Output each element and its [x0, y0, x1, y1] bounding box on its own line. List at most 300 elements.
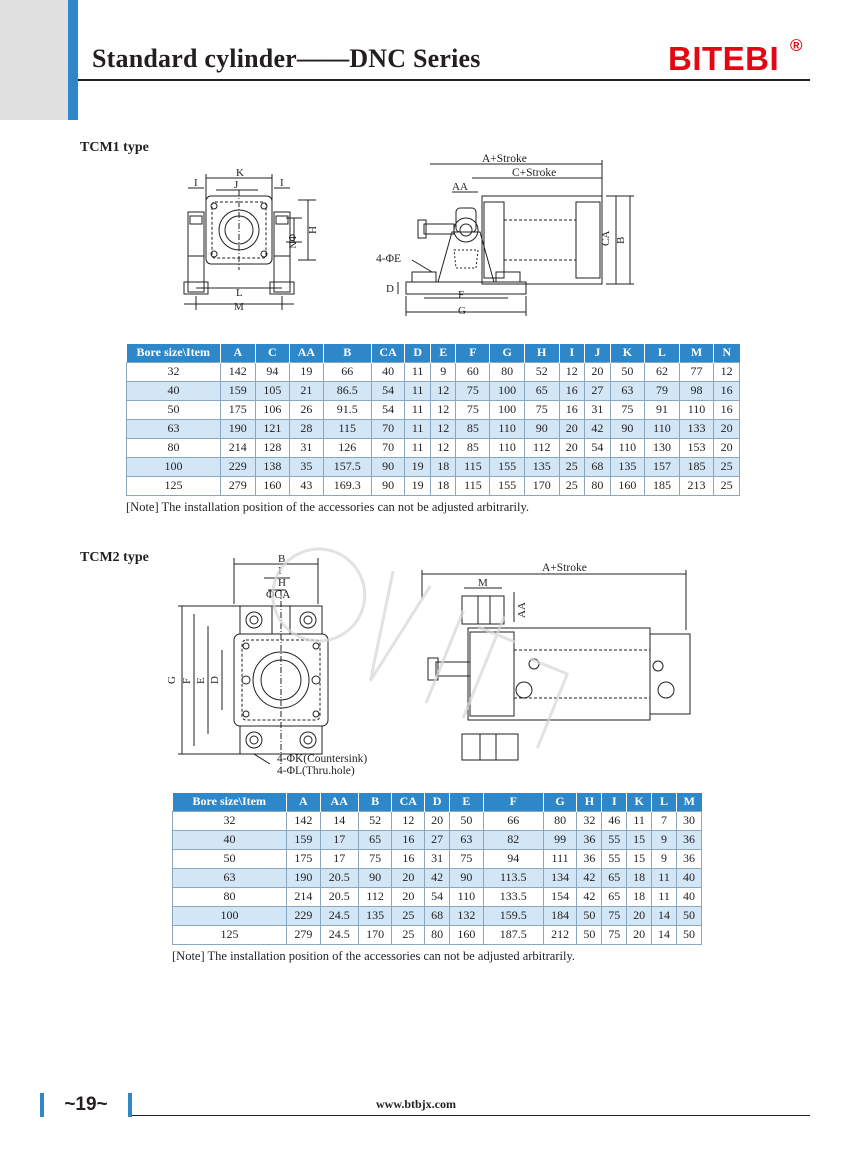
bore-size-cell: 63 [173, 868, 287, 887]
table-cell: 9 [652, 830, 677, 849]
tcm2-header-cell: M [677, 793, 702, 811]
table-cell: 70 [371, 419, 405, 438]
table-cell: 50 [450, 811, 484, 830]
table-cell: 126 [323, 438, 371, 457]
dim-G: G [166, 676, 178, 684]
table-cell: 91.5 [323, 400, 371, 419]
footer-url: www.btbjx.com [376, 1097, 456, 1111]
table-cell: 80 [543, 811, 577, 830]
dim-D: D [209, 676, 221, 684]
table-cell: 135 [610, 457, 645, 476]
table-cell: 20.5 [320, 887, 358, 906]
tcm1-header-cell: E [430, 344, 456, 362]
table-cell: 7 [652, 811, 677, 830]
table-cell: 121 [255, 419, 290, 438]
table-cell: 60 [456, 362, 490, 381]
table-cell: 212 [543, 925, 577, 944]
table-cell: 27 [425, 830, 450, 849]
table-cell: 75 [456, 400, 490, 419]
bore-size-cell: 50 [127, 400, 221, 419]
table-cell: 159 [287, 830, 321, 849]
table-cell: 16 [559, 400, 585, 419]
table-cell: 90 [524, 419, 559, 438]
tcm1-header-cell: A [221, 344, 256, 362]
table-cell: 157 [645, 457, 680, 476]
dim-AA: AA [516, 602, 528, 618]
table-cell: 75 [602, 925, 627, 944]
table-cell: 75 [610, 400, 645, 419]
tcm2-header-cell: H [577, 793, 602, 811]
table-cell: 40 [371, 362, 405, 381]
table-cell: 63 [610, 381, 645, 400]
table-cell: 9 [430, 362, 456, 381]
table-cell: 12 [430, 438, 456, 457]
table-cell: 105 [255, 381, 290, 400]
dim-F: F [181, 677, 193, 684]
table-cell: 185 [679, 457, 714, 476]
table-cell: 160 [450, 925, 484, 944]
table-cell: 115 [456, 457, 490, 476]
tcm1-header-cell: CA [371, 344, 405, 362]
table-cell: 16 [714, 400, 740, 419]
table-cell: 42 [577, 887, 602, 906]
bore-size-cell: 80 [173, 887, 287, 906]
table-cell: 66 [323, 362, 371, 381]
table-cell: 16 [392, 849, 425, 868]
table-cell: 20 [559, 438, 585, 457]
table-cell: 110 [679, 400, 714, 419]
table-cell: 90 [371, 476, 405, 495]
tcm2-header-cell: D [425, 793, 450, 811]
dim-E: E [195, 677, 207, 684]
table-cell: 35 [290, 457, 324, 476]
table-cell: 25 [559, 457, 585, 476]
table-row [127, 419, 740, 438]
dim-L: 4-ΦL(Thru.hole) [277, 765, 355, 777]
table-cell: 9 [652, 849, 677, 868]
tcm1-spec-table [126, 344, 740, 496]
dim-E: 4-ΦE [376, 253, 402, 265]
table-cell: 94 [255, 362, 290, 381]
table-cell: 12 [392, 811, 425, 830]
table-cell: 130 [645, 438, 680, 457]
table-cell: 142 [287, 811, 321, 830]
table-cell: 20 [392, 868, 425, 887]
table-cell: 75 [602, 906, 627, 925]
header-corner-block [0, 0, 68, 120]
tcm2-header-cell: L [652, 793, 677, 811]
table-cell: 75 [450, 849, 484, 868]
bore-size-cell: 40 [173, 830, 287, 849]
table-cell: 11 [405, 438, 431, 457]
table-cell: 36 [677, 830, 702, 849]
tcm2-header-cell: A [287, 793, 321, 811]
table-cell: 134 [543, 868, 577, 887]
table-cell: 20 [627, 906, 652, 925]
table-cell: 75 [456, 381, 490, 400]
tcm1-front-view-diagram [168, 160, 338, 320]
table-cell: 11 [405, 381, 431, 400]
table-cell: 36 [677, 849, 702, 868]
table-cell: 80 [490, 362, 525, 381]
table-cell: 99 [543, 830, 577, 849]
bore-size-cell: 100 [173, 906, 287, 925]
table-cell: 11 [405, 419, 431, 438]
bore-size-cell: 50 [173, 849, 287, 868]
tcm2-header-cell: I [602, 793, 627, 811]
table-row [127, 400, 740, 419]
page-number: ~19~ [64, 1094, 108, 1115]
dim-K: 4-ΦK(Countersink) [277, 753, 368, 765]
table-cell: 20 [627, 925, 652, 944]
table-cell: 68 [585, 457, 611, 476]
table-cell: 27 [585, 381, 611, 400]
header-accent-bar [68, 0, 78, 120]
table-cell: 40 [677, 887, 702, 906]
tcm2-header-cell: AA [320, 793, 358, 811]
table-cell: 52 [524, 362, 559, 381]
table-cell: 159 [221, 381, 256, 400]
tcm1-header-cell: B [323, 344, 371, 362]
tcm2-header-cell: K [627, 793, 652, 811]
table-cell: 111 [543, 849, 577, 868]
table-cell: 50 [577, 906, 602, 925]
table-cell: 170 [358, 925, 392, 944]
dim-CA: ΦCA [266, 589, 291, 601]
table-cell: 65 [602, 868, 627, 887]
table-cell: 12 [714, 362, 740, 381]
table-cell: 66 [483, 811, 543, 830]
table-cell: 159.5 [483, 906, 543, 925]
table-cell: 28 [290, 419, 324, 438]
table-cell: 110 [645, 419, 680, 438]
table-cell: 25 [392, 925, 425, 944]
table-cell: 75 [524, 400, 559, 419]
table-cell: 31 [425, 849, 450, 868]
table-cell: 32 [577, 811, 602, 830]
table-cell: 213 [679, 476, 714, 495]
table-cell: 14 [652, 906, 677, 925]
table-cell: 18 [430, 476, 456, 495]
table-cell: 24.5 [320, 906, 358, 925]
table-cell: 229 [287, 906, 321, 925]
table-cell: 68 [425, 906, 450, 925]
table-cell: 115 [323, 419, 371, 438]
table-cell: 65 [524, 381, 559, 400]
table-cell: 31 [585, 400, 611, 419]
table-cell: 42 [585, 419, 611, 438]
table-cell: 160 [610, 476, 645, 495]
dim-J: J [234, 179, 239, 191]
tcm1-header-cell: L [645, 344, 680, 362]
table-cell: 20 [425, 811, 450, 830]
brand-logo: BITEBI [668, 40, 780, 77]
table-cell: 25 [714, 457, 740, 476]
table-cell: 11 [405, 362, 431, 381]
table-cell: 18 [430, 457, 456, 476]
table-cell: 12 [559, 362, 585, 381]
table-cell: 50 [577, 925, 602, 944]
table-cell: 54 [425, 887, 450, 906]
table-cell: 30 [677, 811, 702, 830]
table-cell: 80 [425, 925, 450, 944]
table-cell: 190 [287, 868, 321, 887]
table-cell: 110 [490, 419, 525, 438]
dim-A-stroke: A+Stroke [542, 562, 587, 574]
table-cell: 24.5 [320, 925, 358, 944]
table-cell: 42 [425, 868, 450, 887]
table-cell: 20 [714, 438, 740, 457]
dim-I-right: I [280, 177, 284, 189]
table-cell: 36 [577, 849, 602, 868]
table-cell: 18 [627, 868, 652, 887]
page-title: Standard cylinder——DNC Series [92, 44, 481, 73]
tcm2-header-cell: Bore size\Item [173, 793, 287, 811]
table-cell: 77 [679, 362, 714, 381]
table-cell: 55 [602, 849, 627, 868]
table-cell: 18 [627, 887, 652, 906]
tcm2-section-label: TCM2 type [80, 550, 149, 565]
tcm2-front-view-diagram [166, 550, 400, 780]
table-row [173, 887, 702, 906]
bore-size-cell: 100 [127, 457, 221, 476]
dim-L: L [236, 287, 243, 299]
table-row [173, 811, 702, 830]
table-cell: 170 [524, 476, 559, 495]
dim-G: G [458, 305, 466, 317]
table-cell: 16 [714, 381, 740, 400]
bore-size-cell: 125 [127, 476, 221, 495]
table-cell: 184 [543, 906, 577, 925]
table-row [173, 868, 702, 887]
table-cell: 11 [627, 811, 652, 830]
dim-H: H [306, 226, 318, 234]
table-cell: 25 [559, 476, 585, 495]
table-cell: 21 [290, 381, 324, 400]
table-cell: 112 [524, 438, 559, 457]
table-cell: 86.5 [323, 381, 371, 400]
table-cell: 16 [559, 381, 585, 400]
table-cell: 54 [585, 438, 611, 457]
table-cell: 214 [287, 887, 321, 906]
table-cell: 160 [255, 476, 290, 495]
table-cell: 135 [524, 457, 559, 476]
table-row [127, 457, 740, 476]
table-cell: 19 [290, 362, 324, 381]
table-cell: 279 [287, 925, 321, 944]
table-cell: 187.5 [483, 925, 543, 944]
table-cell: 15 [627, 830, 652, 849]
tcm1-table-header-row [127, 344, 740, 362]
table-cell: 90 [371, 457, 405, 476]
tcm1-header-cell: K [610, 344, 645, 362]
table-cell: 85 [456, 419, 490, 438]
table-cell: 94 [483, 849, 543, 868]
table-cell: 14 [320, 811, 358, 830]
table-cell: 100 [490, 400, 525, 419]
table-cell: 50 [677, 925, 702, 944]
table-cell: 154 [543, 887, 577, 906]
bore-size-cell: 32 [173, 811, 287, 830]
table-cell: 175 [221, 400, 256, 419]
dim-I-left: I [194, 177, 198, 189]
footer-rule [40, 1115, 810, 1116]
dim-D: D [386, 283, 394, 295]
table-cell: 17 [320, 849, 358, 868]
table-cell: 98 [679, 381, 714, 400]
table-cell: 54 [371, 400, 405, 419]
tcm2-header-cell: CA [392, 793, 425, 811]
table-cell: 113.5 [483, 868, 543, 887]
tcm2-header-cell: E [450, 793, 484, 811]
tcm1-header-cell: D [405, 344, 431, 362]
header-rule [78, 79, 810, 81]
table-cell: 65 [602, 887, 627, 906]
table-cell: 50 [677, 906, 702, 925]
dim-B: B [615, 236, 627, 244]
table-cell: 36 [577, 830, 602, 849]
tcm1-side-view-diagram [372, 150, 652, 320]
table-cell: 11 [652, 868, 677, 887]
table-cell: 133.5 [483, 887, 543, 906]
tcm1-header-cell: F [456, 344, 490, 362]
table-cell: 112 [358, 887, 392, 906]
dim-CA: CA [600, 230, 612, 246]
tcm1-section-label: TCM1 type [80, 140, 149, 155]
table-row [173, 925, 702, 944]
table-cell: 155 [490, 457, 525, 476]
table-cell: 26 [290, 400, 324, 419]
bore-size-cell: 32 [127, 362, 221, 381]
table-cell: 229 [221, 457, 256, 476]
table-cell: 190 [221, 419, 256, 438]
tcm1-header-cell: I [559, 344, 585, 362]
table-cell: 90 [358, 868, 392, 887]
tcm1-header-cell: G [490, 344, 525, 362]
dim-N: ΦN [286, 234, 297, 249]
dim-A-stroke: A+Stroke [482, 153, 527, 165]
dim-H: H [278, 577, 286, 589]
table-cell: 90 [450, 868, 484, 887]
tcm2-header-cell: F [483, 793, 543, 811]
table-cell: 43 [290, 476, 324, 495]
table-cell: 19 [405, 476, 431, 495]
table-cell: 17 [320, 830, 358, 849]
table-cell: 46 [602, 811, 627, 830]
table-cell: 80 [585, 476, 611, 495]
table-row [127, 362, 740, 381]
table-cell: 128 [255, 438, 290, 457]
dim-AA: AA [452, 181, 468, 193]
tcm2-spec-table [172, 793, 702, 945]
registered-mark: ® [790, 36, 803, 55]
dim-F: F [458, 289, 465, 301]
table-cell: 20 [714, 419, 740, 438]
bore-size-cell: 80 [127, 438, 221, 457]
dim-K: K [236, 167, 244, 179]
bore-size-cell: 125 [173, 925, 287, 944]
table-cell: 15 [627, 849, 652, 868]
table-cell: 138 [255, 457, 290, 476]
table-row [173, 906, 702, 925]
table-cell: 42 [577, 868, 602, 887]
table-cell: 12 [430, 381, 456, 400]
table-cell: 54 [371, 381, 405, 400]
tcm1-header-cell: M [679, 344, 714, 362]
table-cell: 185 [645, 476, 680, 495]
table-cell: 155 [490, 476, 525, 495]
table-cell: 169.3 [323, 476, 371, 495]
table-cell: 20 [559, 419, 585, 438]
table-cell: 106 [255, 400, 290, 419]
table-cell: 133 [679, 419, 714, 438]
table-cell: 55 [602, 830, 627, 849]
table-cell: 75 [358, 849, 392, 868]
tcm1-header-cell: N [714, 344, 740, 362]
table-cell: 100 [490, 381, 525, 400]
table-cell: 110 [450, 887, 484, 906]
dim-M: M [234, 301, 244, 313]
dim-C-stroke: C+Stroke [512, 167, 557, 179]
tcm1-header-cell: H [524, 344, 559, 362]
table-cell: 40 [677, 868, 702, 887]
table-cell: 20 [585, 362, 611, 381]
table-cell: 20.5 [320, 868, 358, 887]
table-cell: 214 [221, 438, 256, 457]
tcm2-side-view-diagram [418, 558, 708, 772]
dim-B: B [278, 553, 286, 565]
table-cell: 25 [392, 906, 425, 925]
table-cell: 11 [652, 887, 677, 906]
table-cell: 16 [392, 830, 425, 849]
table-cell: 142 [221, 362, 256, 381]
tcm1-header-cell: C [255, 344, 290, 362]
table-cell: 79 [645, 381, 680, 400]
table-row [173, 830, 702, 849]
table-cell: 12 [430, 419, 456, 438]
table-cell: 85 [456, 438, 490, 457]
table-cell: 157.5 [323, 457, 371, 476]
table-cell: 25 [714, 476, 740, 495]
table-cell: 279 [221, 476, 256, 495]
table-cell: 14 [652, 925, 677, 944]
table-cell: 12 [430, 400, 456, 419]
table-cell: 31 [290, 438, 324, 457]
table-row [173, 849, 702, 868]
bore-size-cell: 63 [127, 419, 221, 438]
table-cell: 63 [450, 830, 484, 849]
table-row [127, 476, 740, 495]
tcm1-header-cell: Bore size\Item [127, 344, 221, 362]
tcm1-header-cell: AA [290, 344, 324, 362]
table-cell: 110 [490, 438, 525, 457]
table-cell: 91 [645, 400, 680, 419]
dim-M: M [478, 577, 488, 589]
table-cell: 110 [610, 438, 645, 457]
table-cell: 50 [610, 362, 645, 381]
tcm1-note: [Note] The installation position of the accessories can not be adjusted arbitrarily. [126, 500, 530, 514]
table-cell: 153 [679, 438, 714, 457]
table-cell: 82 [483, 830, 543, 849]
table-cell: 11 [405, 400, 431, 419]
table-cell: 70 [371, 438, 405, 457]
table-cell: 135 [358, 906, 392, 925]
table-cell: 62 [645, 362, 680, 381]
dim-I: I [278, 565, 282, 577]
table-cell: 65 [358, 830, 392, 849]
table-cell: 19 [405, 457, 431, 476]
tcm2-table-header-row [173, 793, 702, 811]
